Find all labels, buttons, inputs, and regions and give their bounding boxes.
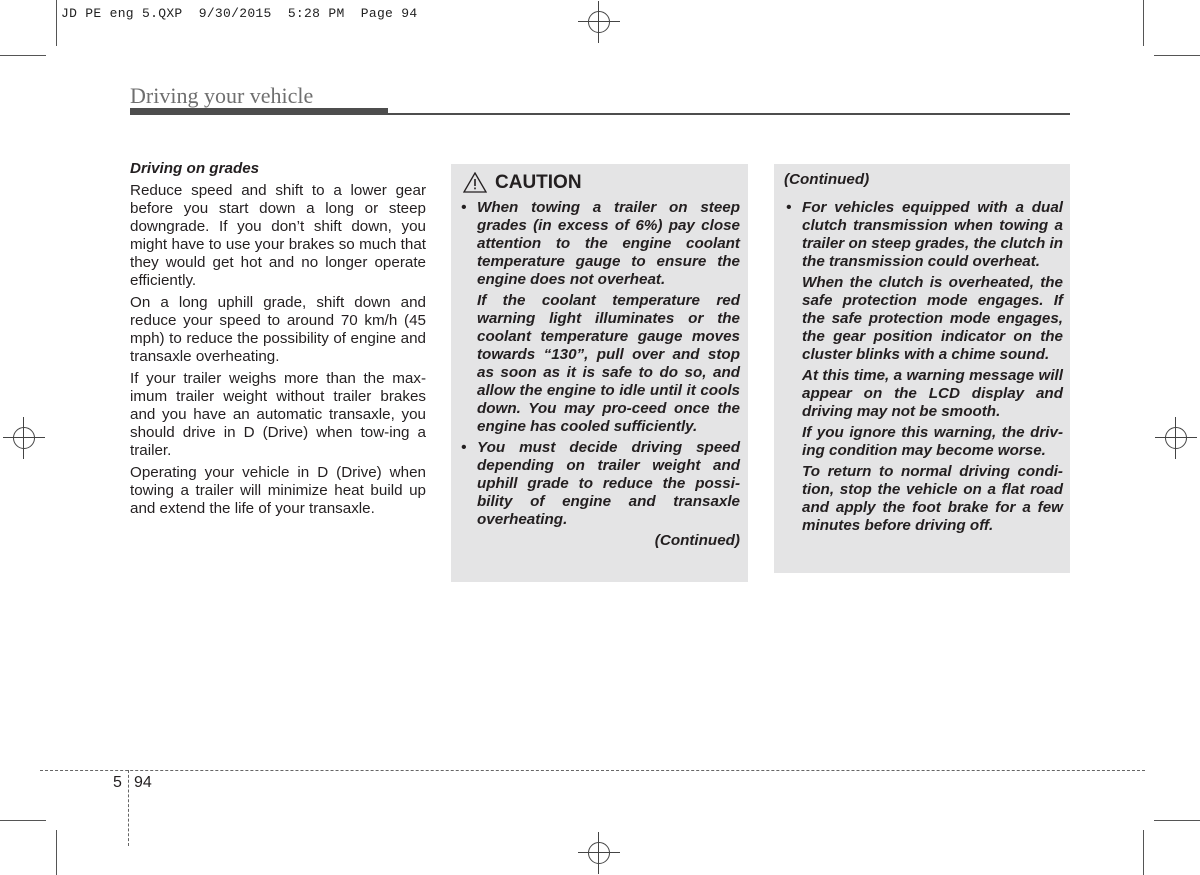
crop-mark [1154,820,1200,821]
list-item-text: If you ignore this warning, the driv-ing condition may become worse. [802,424,1063,459]
footer-divider [128,770,129,846]
list-item-text: For vehicles equipped with a dual clutch transmission when towing a trailer on steep grades, the clutch in the transmission could overheat. [802,199,1063,270]
continued-caution-box [774,164,1070,573]
page-number: 94 [134,774,152,791]
paragraph: Operating your vehicle in D (Drive) when towing a trailer will minimize heat build up and extend the life of your transaxle. [130,464,426,517]
section-number: 5 [113,774,122,791]
list-item [459,439,740,529]
list-item-text: You must decide driving speed depending on trailer weight and uphill grade to reduce the possi-bility of engine and transaxle overheating. [477,439,740,528]
list-item-text: To return to normal driving condi-tion, stop the vehicle on a flat road and apply the foot brake for a few minutes before driving off. [802,463,1063,534]
registration-mark [578,832,620,874]
crop-mark [56,0,57,46]
bullet: • [461,199,467,216]
caution-list [784,199,1063,538]
registration-mark [578,1,620,43]
list-item [784,199,1063,535]
registration-mark [1155,417,1197,459]
paragraph: If your trailer weighs more than the max-imum trailer weight without trailer brakes and you have an automatic transaxle, you should drive in D (Drive) when tow-ing a trailer. [130,370,426,459]
list-item-text: At this time, a warning message will appear on the LCD display and driving may not be smooth. [802,367,1063,420]
list-item-text: When the clutch is overheated, the safe protection mode engages. If the safe protection mode engages, the gear position indicator on the cluster blinks with a chime sound. [802,274,1063,363]
warning-triangle-icon [463,172,487,193]
crop-mark [1143,830,1144,875]
list-item [459,199,740,436]
crop-mark [0,820,46,821]
caution-title: CAUTION [495,171,582,193]
crop-mark [56,830,57,875]
subheading: Driving on grades [130,160,260,177]
body-column [130,160,426,522]
caution-box [451,164,748,582]
registration-mark [3,417,45,459]
list-item-text: If the coolant temperature red warning light illuminates or the coolant temperature gauge moves towards “130”, pull over and stop as soon as it is safe to do so, and allow the engine to idle until it cools down. You may pro-ceed once the engine has cooled sufficiently. [477,292,740,435]
footer-rule [40,770,1145,771]
list-item-text: When towing a trailer on steep grades (in excess of 6%) pay close attention to the engine coolant temperature gauge to ensure the engine does not overheat. [477,199,740,288]
crop-mark [1143,0,1144,46]
header-rule-accent [130,108,388,115]
paragraph: Reduce speed and shift to a lower gear before you start down a long or steep downgrade. If you don’t shift down, you might have to use your brakes so much that they would get hot and no longer operate efficiently. [130,182,426,289]
print-slug: JD PE eng 5.QXP 9/30/2015 5:28 PM Page 94 [61,6,418,21]
bullet: • [786,199,792,216]
continued-label: (Continued) [784,171,870,188]
caution-list [459,199,740,550]
caution-heading [463,172,582,193]
crop-mark [1154,55,1200,56]
section-title: Driving your vehicle [130,83,314,108]
continued-label: (Continued) [654,532,740,549]
bullet: • [461,439,467,456]
paragraph: On a long uphill grade, shift down and reduce your speed to around 70 km/h (45 mph) to reduce the possibility of engine and transaxle overheating. [130,294,426,365]
crop-mark [0,55,46,56]
